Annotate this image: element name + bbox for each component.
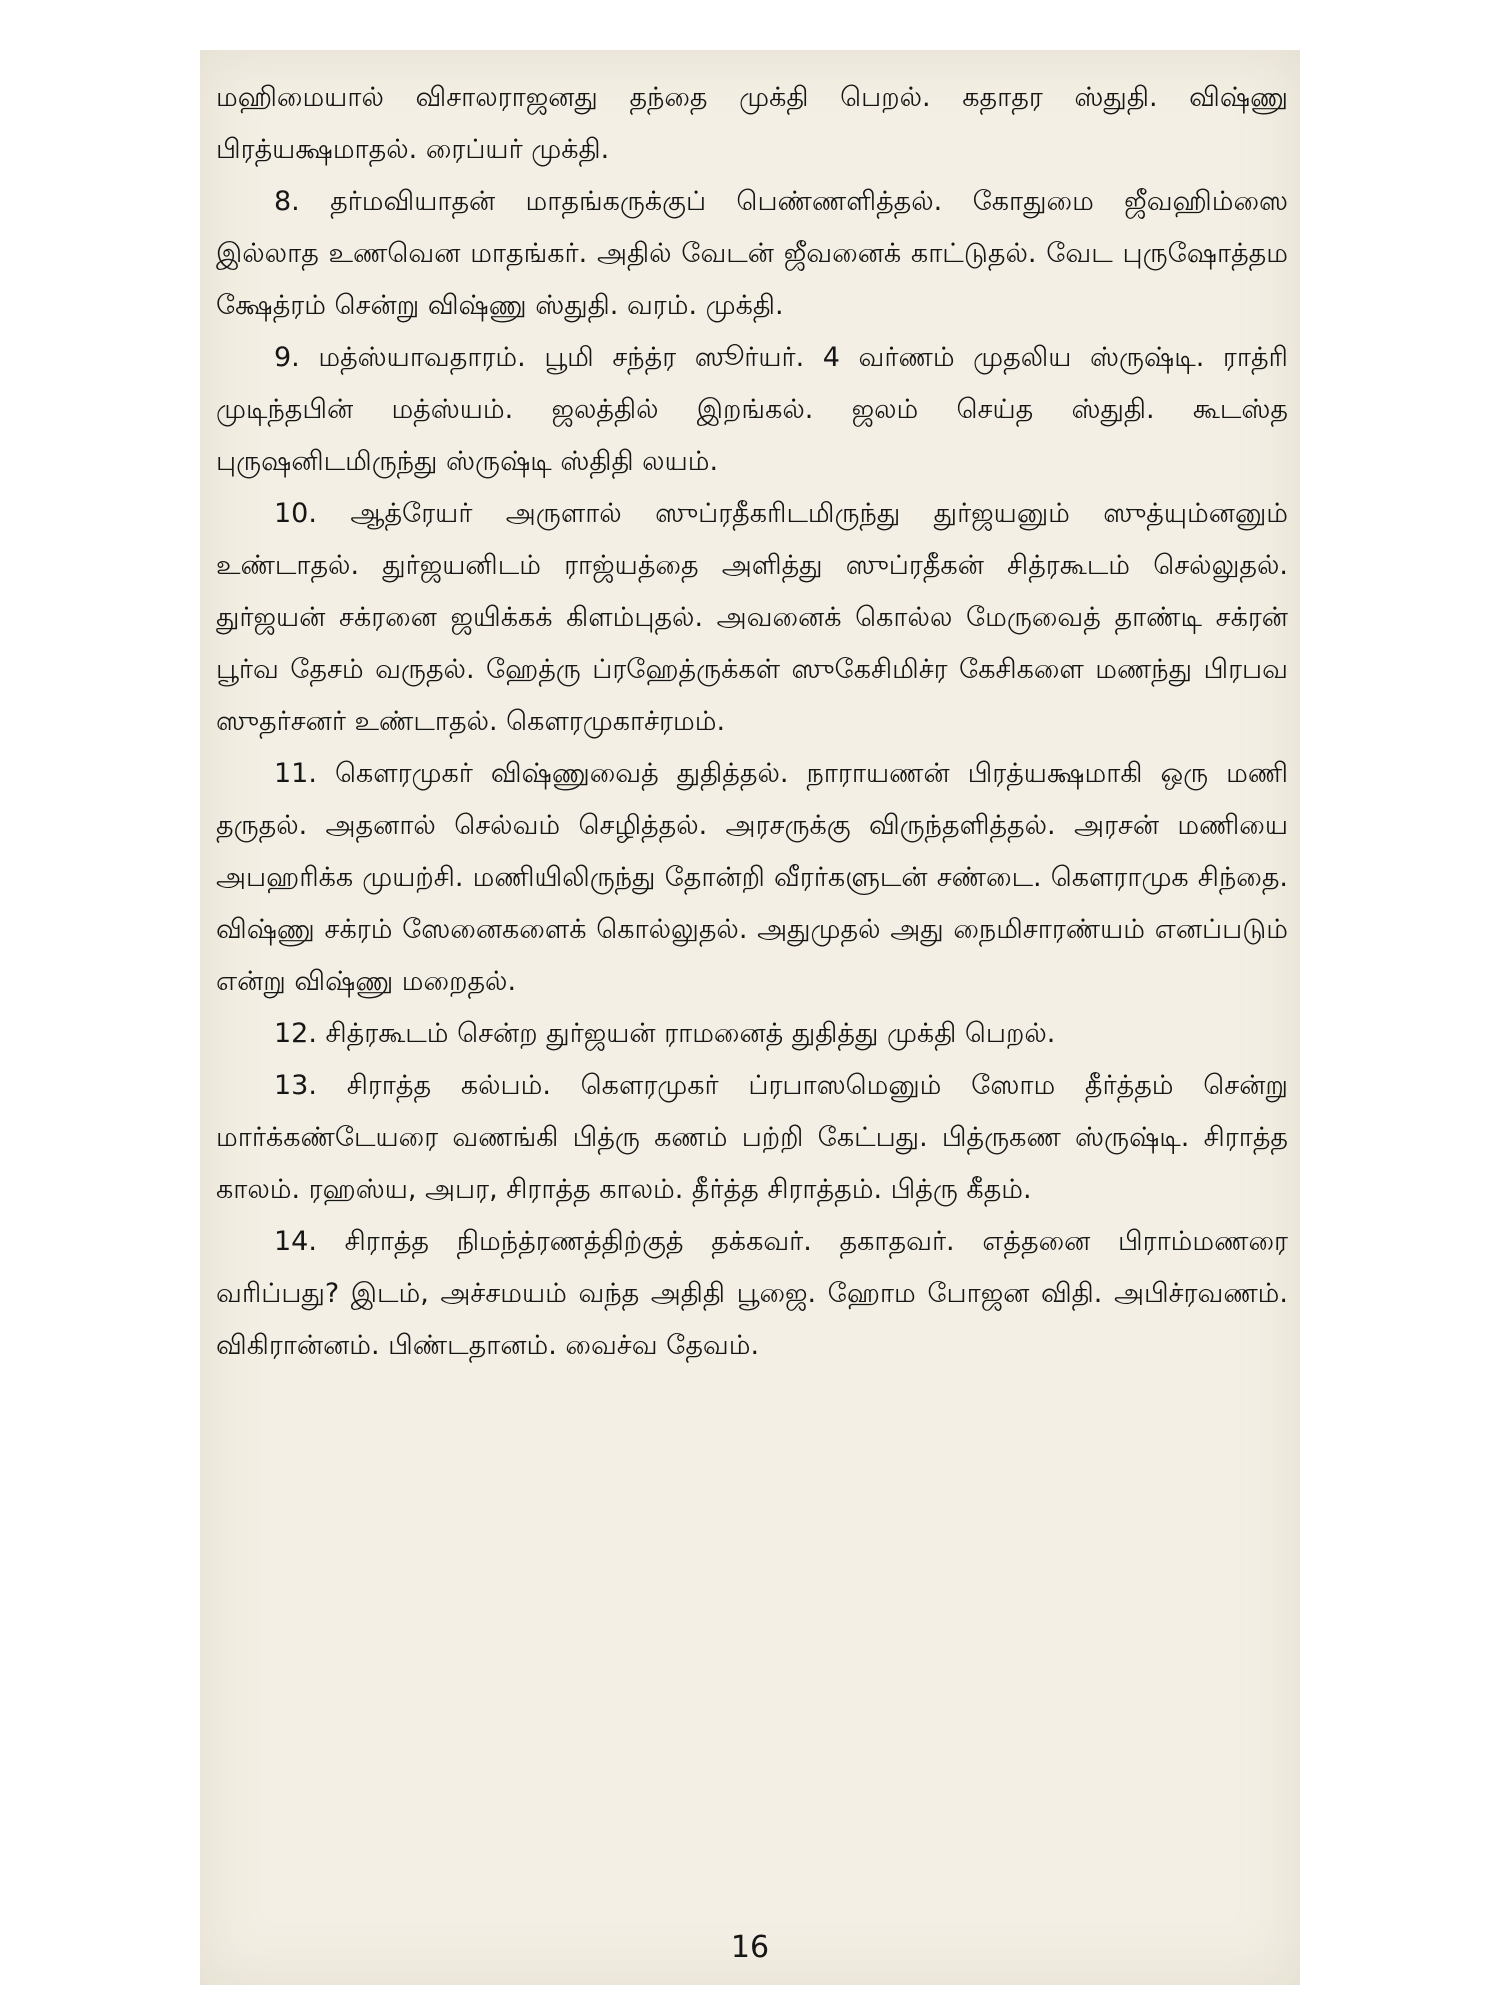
- paragraph-9: 9. மத்ஸ்யாவதாரம். பூமி சந்த்ர ஸூர்யர். 4 வர்ணம் முதலிய ஸ்ருஷ்டி. ராத்ரி முடிந்தபின் மத்ஸ்யம். ஜலத்தில் இறங்கல். ஜலம் செய்த ஸ்துதி. கூடஸ்த புருஷனிடமிருந்து ஸ்ருஷ்டி ஸ்திதி லயம்.: [216, 342, 1288, 477]
- page-number: 16: [730, 1930, 770, 1965]
- paragraph-continuation: மஹிமையால் விசாலராஜனது தந்தை முக்தி பெறல். கதாதர ஸ்துதி. விஷ்ணு பிரத்யக்ஷமாதல். ரைப்யர் முக்தி.: [216, 82, 1288, 165]
- paragraph-12: 12. சித்ரகூடம் சென்ற துர்ஜயன் ராமனைத் துதித்து முக்தி பெறல்.: [274, 1018, 1056, 1049]
- paragraph-14: 14. சிராத்த நிமந்த்ரணத்திற்குத் தக்கவர். தகாதவர். எத்தனை பிராம்மணரை வரிப்பது? இடம், அச்சமயம் வந்த அதிதி பூஜை. ஹோம போஜன விதி. அபிச்ரவணம். விகிரான்னம். பிண்டதானம். வைச்வ தேவம்.: [216, 1226, 1288, 1361]
- page-body: [216, 72, 1288, 1372]
- paragraph-13: 13. சிராத்த கல்பம். கௌரமுகர் ப்ரபாஸமெனும் ஸோம தீர்த்தம் சென்று மார்க்கண்டேயரை வணங்கி பித்ரு கணம் பற்றி கேட்பது. பித்ருகண ஸ்ருஷ்டி. சிராத்த காலம். ரஹஸ்ய, அபர, சிராத்த காலம். தீர்த்த சிராத்தம். பித்ரு கீதம்.: [216, 1070, 1288, 1205]
- paragraph-8: 8. தர்மவியாதன் மாதங்கருக்குப் பெண்ணளித்தல். கோதுமை ஜீவஹிம்ஸை இல்லாத உணவென மாதங்கர். அதில் வேடன் ஜீவனைக் காட்டுதல். வேட புருஷோத்தம க்ஷேத்ரம் சென்று விஷ்ணு ஸ்துதி. வரம். முக்தி.: [216, 186, 1288, 321]
- paragraph-10: 10. ஆத்ரேயர் அருளால் ஸுப்ரதீகரிடமிருந்து துர்ஜயனும் ஸுத்யும்னனும் உண்டாதல். துர்ஜயனிடம் ராஜ்யத்தை அளித்து ஸுப்ரதீகன் சித்ரகூடம் செல்லுதல். துர்ஜயன் சக்ரனை ஜயிக்கக் கிளம்புதல். அவனைக் கொல்ல மேருவைத் தாண்டி சக்ரன் பூர்வ தேசம் வருதல். ஹேத்ரு ப்ரஹேத்ருக்கள் ஸுகேசிமிச்ர கேசிகளை மணந்து பிரபவ ஸுதர்சனர் உண்டாதல். கௌரமுகாச்ரமம்.: [216, 498, 1288, 737]
- paragraph-11: 11. கௌரமுகர் விஷ்ணுவைத் துதித்தல். நாராயணன் பிரத்யக்ஷமாகி ஒரு மணி தருதல். அதனால் செல்வம் செழித்தல். அரசருக்கு விருந்தளித்தல். அரசன் மணியை அபஹரிக்க முயற்சி. மணியிலிருந்து தோன்றி வீரர்களுடன் சண்டை. கௌராமுக சிந்தை. விஷ்ணு சக்ரம் ஸேனைகளைக் கொல்லுதல். அதுமுதல் அது நைமிசாரண்யம் எனப்படும் என்று விஷ்ணு மறைதல்.: [216, 758, 1288, 997]
- book-page: [200, 50, 1300, 1985]
